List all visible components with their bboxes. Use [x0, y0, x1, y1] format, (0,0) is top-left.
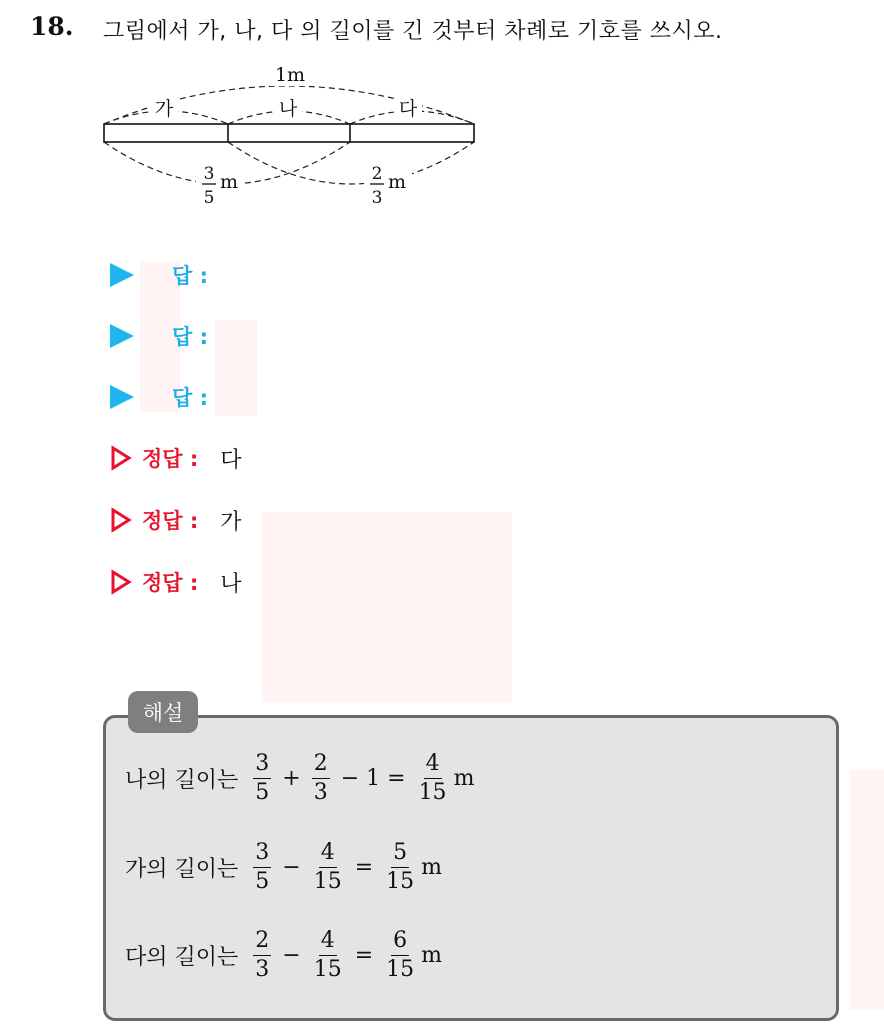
outline-triangle-icon	[110, 507, 132, 533]
left-span-unit: m	[220, 171, 239, 193]
watermark-block	[320, 560, 440, 640]
correct-answer-row	[110, 441, 242, 475]
segment-na-label: 나	[278, 98, 298, 120]
fraction	[312, 930, 344, 981]
solution-tab: 해설	[128, 691, 198, 733]
correct-answer-value: 나	[220, 571, 242, 597]
answer-row	[110, 380, 208, 414]
numerator: 3	[253, 753, 271, 779]
denominator: 15	[313, 869, 342, 894]
equation-tail: =	[354, 855, 374, 880]
segment-diagram	[96, 56, 496, 216]
numerator: 2	[253, 930, 271, 956]
answer-label: 답 :	[172, 325, 208, 349]
watermark-block	[215, 320, 257, 416]
right-span-unit: m	[388, 171, 407, 193]
answer-row	[110, 319, 208, 353]
right-span-arc	[228, 142, 474, 184]
correct-answer-value: 가	[220, 509, 242, 535]
play-triangle-icon	[110, 263, 134, 287]
watermark-block	[850, 770, 884, 1010]
correct-answer-label: 정답 :	[142, 447, 199, 471]
denominator: 5	[255, 780, 270, 805]
correct-answer-label: 정답 :	[142, 509, 199, 533]
numerator: 2	[312, 753, 330, 779]
numerator: 5	[391, 842, 409, 868]
numerator: 4	[319, 842, 337, 868]
bar	[104, 124, 474, 142]
total-length-label: 1m	[274, 64, 306, 86]
fraction	[384, 842, 416, 893]
correct-answer-row	[110, 503, 242, 537]
unit: m	[421, 855, 443, 880]
answer-label: 답 :	[172, 386, 208, 410]
play-triangle-icon	[110, 324, 134, 348]
unit: m	[453, 766, 475, 791]
denominator: 3	[255, 957, 270, 982]
fraction	[417, 753, 449, 804]
fraction	[312, 842, 344, 893]
equation-tail: − 1 =	[340, 766, 406, 791]
numerator: 3	[253, 842, 271, 868]
denominator: 15	[386, 869, 415, 894]
play-triangle-icon	[110, 385, 134, 409]
fraction	[253, 842, 271, 893]
numerator: 4	[319, 930, 337, 956]
right-span-numerator: 2	[371, 164, 383, 184]
fraction	[312, 753, 330, 804]
answer-label: 답 :	[172, 264, 208, 288]
outline-triangle-icon	[110, 445, 132, 471]
solution-line	[125, 930, 442, 981]
outline-triangle-icon	[110, 569, 132, 595]
unit: m	[421, 943, 443, 968]
correct-answer-label: 정답 :	[142, 571, 199, 595]
operator: +	[282, 766, 301, 791]
numerator: 4	[424, 753, 442, 779]
numerator: 6	[391, 930, 409, 956]
denominator: 3	[313, 780, 328, 805]
correct-answer-value: 다	[220, 447, 242, 473]
solution-line	[125, 842, 442, 893]
correct-answer-row	[110, 565, 242, 599]
question-number: 18.	[30, 12, 74, 41]
left-span-denominator: 5	[203, 188, 215, 208]
operator: −	[282, 943, 301, 968]
fraction	[253, 753, 271, 804]
fraction	[384, 930, 416, 981]
operator: −	[282, 855, 301, 880]
left-span-numerator: 3	[203, 164, 215, 184]
solution-lead: 가의 길이는	[125, 857, 239, 882]
denominator: 15	[313, 957, 342, 982]
answer-row	[110, 258, 208, 292]
fraction	[253, 930, 271, 981]
segment-da-label: 다	[398, 98, 418, 120]
question-text: 그림에서 가, 나, 다 의 길이를 긴 것부터 차례로 기호를 쓰시오.	[103, 19, 723, 44]
solution-line	[125, 753, 474, 804]
denominator: 15	[418, 780, 447, 805]
solution-lead: 나의 길이는	[125, 768, 239, 793]
right-span-denominator: 3	[371, 188, 383, 208]
denominator: 15	[386, 957, 415, 982]
solution-lead: 다의 길이는	[125, 945, 239, 970]
segment-ga-label: 가	[154, 98, 174, 120]
equation-tail: =	[354, 943, 374, 968]
denominator: 5	[255, 869, 270, 894]
